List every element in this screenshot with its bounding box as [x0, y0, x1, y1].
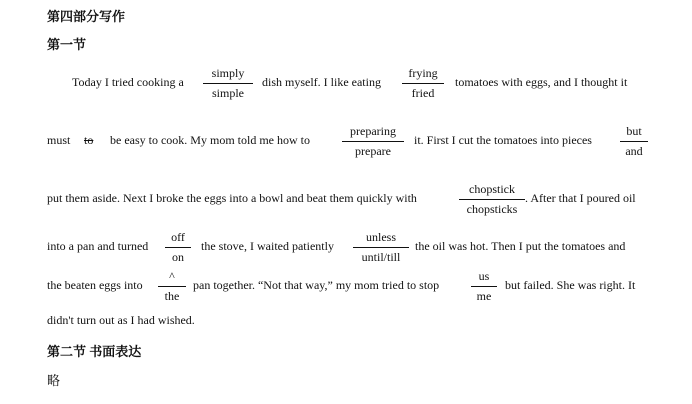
- correction-off-on: [165, 230, 191, 265]
- correction-wrong: frying: [402, 66, 444, 84]
- correction-right: me: [476, 289, 492, 303]
- part2-title: 第二节 书面表达: [47, 344, 142, 359]
- correction-wrong: simply: [203, 66, 253, 84]
- correction-wrong: chopstick: [459, 182, 525, 200]
- essay-line-3-after: . After that I poured oil: [525, 191, 636, 205]
- correction-wrong: unless: [353, 230, 409, 248]
- correction-chopstick-chopsticks: [459, 182, 525, 217]
- essay-line-2-must: must: [47, 133, 71, 147]
- insert-caret: ^: [158, 269, 186, 287]
- correction-right: chopsticks: [466, 202, 518, 216]
- correction-right: and: [625, 144, 643, 158]
- essay-line-1-mid: dish myself. I like eating: [262, 75, 381, 89]
- correction-unless-until: [353, 230, 409, 265]
- correction-wrong: preparing: [342, 124, 404, 142]
- correction-insert-the: [158, 269, 186, 304]
- part1-title: 第一节: [47, 37, 87, 52]
- essay-line-3-before: put them aside. Next I broke the eggs into a bowl and beat them quickly with: [47, 191, 417, 205]
- essay-line-2-mid: be easy to cook. My mom told me how to: [110, 133, 310, 147]
- deleted-word-to: to: [84, 133, 94, 147]
- essay-line-5-after: but failed. She was right. It: [505, 278, 636, 292]
- correction-us-me: [471, 269, 497, 304]
- essay-line-5-mid: pan together. “Not that way,” my mom tried to stop: [193, 278, 440, 292]
- correction-right: on: [172, 250, 184, 264]
- correction-frying-fried: [402, 66, 444, 101]
- correction-simply-simple: [203, 66, 253, 101]
- essay-line-4-mid: the stove, I waited patiently: [201, 239, 334, 253]
- essay-line-5-before: the beaten eggs into: [47, 278, 143, 292]
- correction-preparing-prepare: [342, 124, 404, 159]
- essay-line-2-after: it. First I cut the tomatoes into pieces: [414, 133, 592, 147]
- essay-line-6: didn't turn out as I had wished.: [47, 313, 195, 327]
- part2-body: 略: [47, 373, 61, 388]
- section-title: 第四部分写作: [47, 9, 126, 24]
- correction-right: until/till: [361, 250, 401, 264]
- correction-wrong: us: [471, 269, 497, 287]
- correction-but-and: [620, 124, 648, 159]
- essay-line-1-before: Today I tried cooking a: [72, 75, 184, 89]
- correction-right: the: [164, 289, 180, 303]
- essay-line-4-before: into a pan and turned: [47, 239, 149, 253]
- essay-line-4-after: the oil was hot. Then I put the tomatoes and: [415, 239, 626, 253]
- correction-right: fried: [411, 86, 435, 100]
- correction-right: prepare: [355, 144, 391, 158]
- essay-line-1-after: tomatoes with eggs, and I thought it: [455, 75, 628, 89]
- correction-right: simple: [212, 86, 244, 100]
- correction-wrong: but: [620, 124, 648, 142]
- correction-wrong: off: [165, 230, 191, 248]
